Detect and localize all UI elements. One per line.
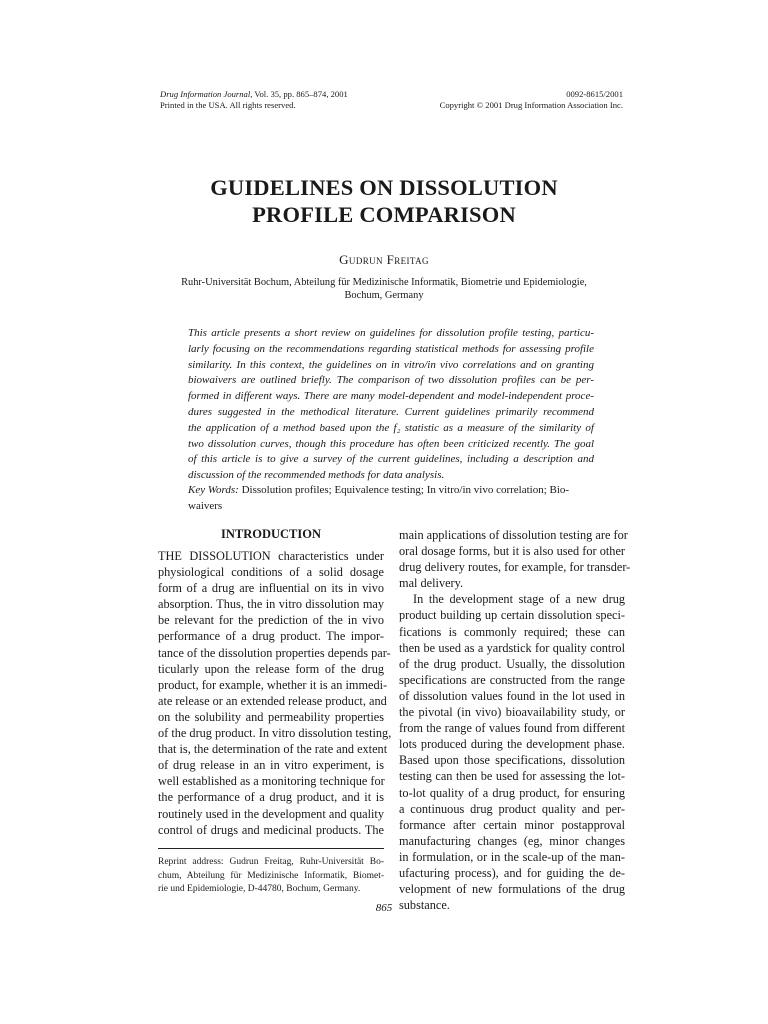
body-text-line: then be used as a yardstick for quality control	[399, 640, 625, 655]
body-text-line: performance of a drug product. The impor-	[158, 629, 384, 644]
body-text-line: THE DISSOLUTION characteristics under	[158, 549, 384, 563]
abstract-line: This article presents a short review on guidelines for dissolution profile testing, particu-	[188, 327, 594, 339]
keywords	[188, 483, 594, 515]
footnote-divider	[158, 848, 384, 849]
article-title-line-2: PROFILE COMPARISON	[252, 202, 516, 227]
body-text-line: control of drugs and medicinal products. The	[158, 822, 384, 837]
keywords-line-1	[188, 483, 594, 499]
journal-citation	[160, 89, 348, 110]
abstract-line: biowaivers are outlined briefly. The comparison of two dissolution profiles can be per-	[188, 374, 594, 387]
journal-volume-pages: , Vol. 35, pp. 865–874, 2001	[250, 89, 348, 99]
body-text-line: of the drug product. Usually, the dissolution	[399, 656, 625, 671]
keywords-line-2: waivers	[188, 499, 223, 512]
copyright-notice: Copyright © 2001 Drug Information Association Inc.	[439, 99, 623, 110]
abstract-line: discussion of the recommended methods for data analysis.	[188, 469, 445, 482]
abstract-line: formed in different ways. There are many model-dependent and model-independent proce-	[188, 390, 594, 403]
article-title	[0, 174, 768, 228]
body-text-line: a continuous drug product quality and per-	[399, 801, 625, 816]
body-text-line: be relevant for the prediction of the in vivo	[158, 613, 384, 628]
body-text-line: to-lot quality of a drug product, for ensuring	[399, 785, 625, 800]
body-text-line: that is, the determination of the rate and extent	[158, 742, 388, 757]
body-text-line: testing can then be used for assessing the lot-	[399, 769, 625, 784]
body-text-line: In the development stage of a new drug	[413, 592, 625, 607]
body-text-line: main applications of dissolution testing are for	[399, 528, 628, 542]
keywords-label: Key Words:	[188, 484, 239, 496]
body-text-line: in formulation, or in the scale-up of the man-	[399, 849, 625, 864]
issn: 0092-8615/2001	[566, 89, 623, 99]
abstract-line: the application of a method based upon the f₂ statistic as a measure of the similarity of	[188, 421, 594, 434]
keywords-text: Dissolution profiles; Equivalence testing; In vitro/in vivo correlation; Bio-	[238, 484, 570, 496]
body-text-line: fications is commonly required; these can	[399, 624, 625, 639]
section-heading-introduction: INTRODUCTION	[220, 527, 321, 541]
affiliation-line-1: Ruhr-Universität Bochum, Abteilung für Medizinische Informatik, Biometrie und Epidemiologie,	[181, 277, 587, 288]
body-text-line: on the solubility and permeability properties	[158, 709, 384, 724]
body-text-line: manufacturing changes (eg, minor changes	[399, 833, 625, 848]
body-text-line: specifications are constructed from the range	[399, 672, 625, 687]
body-text-line: formance after certain minor postapproval	[399, 817, 625, 832]
body-text-line: the pivotal (in vivo) bioavailability study, or	[399, 705, 625, 720]
body-text-line: form of a drug are influential on its in vivo	[158, 581, 384, 596]
body-text-line: velopment of new formulations of the drug	[399, 882, 625, 897]
body-text-line: of drug release in an in vitro experiment, is	[158, 758, 384, 773]
body-text-line: Based upon those specifications, dissolution	[399, 753, 625, 768]
body-column-left	[158, 548, 392, 838]
abstract-line: dures suggested in the methodical literature. Current guidelines primarily recommend	[188, 405, 594, 418]
body-text-line: routinely used in the development and quality	[158, 806, 384, 821]
footnote-line: rie und Epidemiologie, D-44780, Bochum, Germany.	[158, 884, 361, 895]
body-text-line: physiological conditions of a solid dosage	[158, 565, 384, 580]
body-text-line: product building up certain dissolution speci-	[399, 608, 625, 623]
abstract-line: similarity. In this context, the guidelines on in vitro/in vivo correlations and on granting	[188, 358, 594, 371]
body-text-line: drug delivery routes, for example, for transder-	[399, 560, 631, 575]
author-affiliation	[0, 276, 768, 302]
body-text-line: of dissolution values found in the lot used in	[399, 688, 625, 703]
abstract-line: two dissolution curves, though this procedure has often been criticized recently. The goal	[188, 437, 594, 450]
footnote-line: Reprint address: Gudrun Freitag, Ruhr-Universität Bo-	[158, 857, 384, 867]
author-name: Gudrun Freitag	[339, 252, 429, 267]
copyright-block	[440, 89, 623, 110]
page-number: 865	[375, 902, 393, 914]
abstract	[188, 326, 594, 484]
body-text-line: product, for example, whether it is an immedi-	[158, 677, 388, 692]
body-text-line: mal delivery.	[399, 576, 464, 591]
body-text-line: oral dosage forms, but it is also used for other	[399, 544, 625, 559]
journal-citation-line	[160, 89, 348, 100]
footnote-line: chum, Abteilung für Medizinische Informatik, Biomet-	[158, 870, 384, 881]
abstract-line: of this article is to give a survey of the current guidelines, including a description and	[188, 453, 594, 466]
journal-name: Drug Information Journal	[160, 89, 251, 99]
reprint-address-footnote	[158, 856, 384, 897]
abstract-line: larly focusing on the recommendations regarding statistical methods for assessing profile	[188, 342, 594, 355]
article-title-line-1: GUIDELINES ON DISSOLUTION	[210, 175, 558, 200]
body-column-right	[399, 527, 631, 913]
body-text-line: absorption. Thus, the in vitro dissolution may	[158, 597, 384, 612]
body-text-line: tance of the dissolution properties depends par-	[158, 645, 391, 660]
body-text-line: from the range of values found from different	[399, 721, 625, 736]
printed-notice: Printed in the USA. All rights reserved.	[160, 99, 296, 110]
affiliation-line-2: Bochum, Germany	[344, 290, 424, 301]
body-text-line: well established as a monitoring technique for	[158, 774, 385, 789]
body-text-line: substance.	[399, 898, 450, 913]
body-text-line: of the drug product. In vitro dissolution testing,	[158, 726, 392, 741]
body-text-line: ticularly upon the release form of the drug	[158, 661, 384, 676]
body-text-line: lots produced during the development phase.	[399, 737, 625, 752]
body-text-line: ufacturing process), and for guiding the de-	[399, 865, 625, 880]
body-text-line: the performance of a drug product, and it is	[158, 790, 384, 805]
body-text-line: ate release or an extended release product, and	[158, 693, 387, 708]
